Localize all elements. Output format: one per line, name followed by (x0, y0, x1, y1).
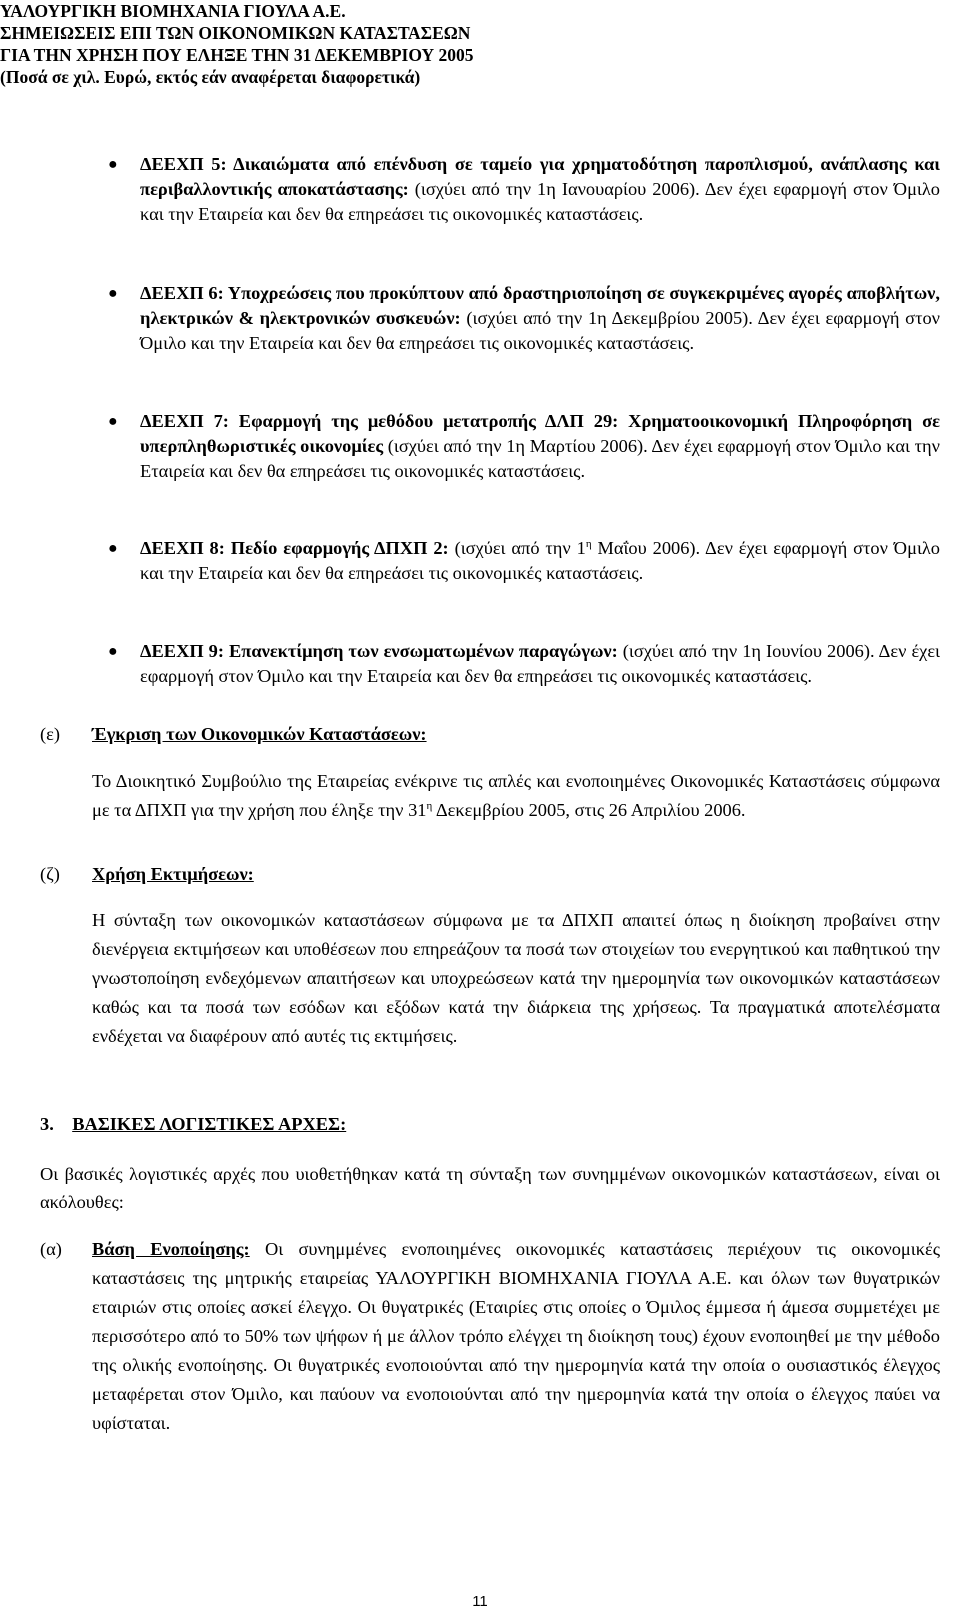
page-number: 11 (472, 1593, 488, 1610)
section-3-item-a (40, 1235, 941, 1438)
amounts-note: (Ποσά σε χιλ. Ευρώ, εκτός εάν αναφέρεται διαφορετικά) (0, 67, 421, 87)
superscript: η (426, 799, 433, 812)
notes-title: ΣΗΜΕΙΩΣΕΙΣ ΕΠΙ ΤΩΝ ΟΙΚΟΝΟΜΙΚΩΝ ΚΑΤΑΣΤΑΣΕΩΝ (0, 23, 471, 43)
item-a-text: Οι συνημμένες ενοποιημένες οικονομικές καταστάσεις περιέχουν τις οικονομικές καταστάσεις της μητρικής εταιρείας ΥΑΛΟΥΡΓΙΚΗ ΒΙΟΜΗΧΑΝΙΑ ΓΙΟΥΛΑ Α.Ε. και όλων των θυγατρικών εταιριών στις οποίες ασκεί έλεγχο. Οι θυγατρικές (Εταιρίες στις οποίες ο Όμιλος έμμεσα ή άμεσα συμμετέχει με περισσότερο από το 50% των ψήφων ή με άλλον τρόπο ελέγχει τη διοίκηση τους) έχουν ενοποιηθεί με την μέθοδο της ολικής ενοποίησης. Οι θυγατρικές ενοποιούνται από την ημερομηνία κατά την οποία ο ουσιαστικός έλεγχος μεταφέρεται στον Όμιλο, και παύουν να ενοποιούνται από την ημερομηνία κατά την οποία ο έλεγχος παύει να υφίσταται. (92, 1239, 941, 1433)
section-3-title: ΒΑΣΙΚΕΣ ΛΟΓΙΣΤΙΚΕΣ ΑΡΧΕΣ: (72, 1114, 347, 1134)
period-title: ΓΙΑ ΤΗΝ ΧΡΗΣΗ ΠΟΥ ΕΛΗΞΕ ΤΗΝ 31 ΔΕΚΕΜΒΡΙΟΥ 2005 (0, 45, 474, 65)
bullet-item-ifric9 (108, 639, 940, 689)
bullet-icon: ● (108, 285, 118, 302)
bullet-title: ΔΕΕΧΠ 8: Πεδίο εφαρμογής ΔΠΧΠ 2: (140, 538, 449, 558)
bullet-text: (ισχύει από την 1η Ιανουαρίου 2006). Δεν έχει εφαρμογή στον Όμιλο και την Εταιρεία και δεν θα επηρεάσει τις οικονομικές καταστάσεις. (140, 179, 940, 224)
bullet-title: ΔΕΕΧΠ 9: Επανεκτίμηση των ενσωματωμένων παραγώγων: (140, 641, 618, 661)
bullet-icon: ● (108, 156, 118, 173)
section-z-letter: (ζ) (40, 864, 60, 884)
bullet-item-ifric5 (108, 152, 940, 227)
bullet-text: (ισχύει από την 1η Μαρτίου 2006). Δεν έχει εφαρμογή στον Όμιλο και την Εταιρεία και δεν θα επηρεάσει τις οικονομικές καταστάσεις. (140, 436, 940, 481)
section-z-title: Χρήση Εκτιμήσεων: (92, 864, 254, 884)
item-a-title: Βάση Ενοποίησης: (92, 1239, 250, 1259)
bullet-title: ΔΕΕΧΠ 5: Δικαιώματα από επένδυση σε ταμείο για χρηματοδότηση παροπλισμού, ανάπλασης και περιβαλλοντικής αποκατάστασης: (140, 154, 940, 199)
section-3-heading (40, 1112, 346, 1137)
bullet-title: ΔΕΕΧΠ 6: Υποχρεώσεις που προκύπτουν από δραστηριοποίηση σε συγκεκριμένες αγορές αποβλήτων, ηλεκτρικών & ηλεκτρονικών συσκευών: (140, 283, 940, 328)
section-e-title: Έγκριση των Οικονομικών Καταστάσεων: (92, 724, 427, 744)
section-e-heading (40, 722, 940, 747)
section-3-intro: Οι βασικές λογιστικές αρχές που υιοθετήθηκαν κατά τη σύνταξη των συνημμένων οικονομικών καταστάσεων, είναι οι ακόλουθες: (40, 1164, 940, 1212)
bullet-text: (ισχύει από την 1η Δεκεμβρίου 2005). Δεν έχει εφαρμογή στον Όμιλο και την Εταιρεία και δεν θα επηρεάσει τις οικονομικές καταστάσεις. (140, 308, 940, 353)
bullet-item-ifric6 (108, 281, 940, 356)
bullet-item-ifric8 (108, 536, 940, 586)
company-name: ΥΑΛΟΥΡΓΙΚΗ ΒΙΟΜΗΧΑΝΙΑ ΓΙΟΥΛΑ Α.Ε. (0, 1, 346, 21)
document-header (0, 0, 620, 88)
bullet-text: (ισχύει από την 1 (448, 538, 586, 558)
bullet-icon: ● (108, 413, 118, 430)
section-e-text: Το Διοικητικό Συμβούλιο της Εταιρείας ενέκρινε τις απλές και ενοποιημένες Οικονομικές Καταστάσεις σύμφωνα με τα ΔΠΧΠ για την χρήση που έληξε την $31^\eta$ Δεκεμβρίου 2005, στις 26 Απριλίου 2006. (92, 771, 940, 820)
bullet-text-cont: Μαΐου 2006). Δεν έχει εφαρμογή στον Όμιλο και την Εταιρεία και δεν θα επηρεάσει τις οικονομικές καταστάσεις. (140, 538, 940, 583)
section-z-text: Η σύνταξη των οικονομικών καταστάσεων σύμφωνα με τα ΔΠΧΠ απαιτεί όπως η διοίκηση προβαίνει στην διενέργεια εκτιμήσεων και υποθέσεων που επηρεάζουν τα ποσά των στοιχείων του ενεργητικού και παθητικού την γνωστοποίηση ενδεχόμενων απαιτήσεων και υποχρεώσεων κατά την ημερομηνία των οικονομικών καταστάσεων καθώς και τα ποσά των εσόδων και εξόδων κατά την διάρκεια της χρήσεως. Τα πραγματικά αποτελέσματα ενδέχεται να διαφέρουν από αυτές τις εκτιμήσεις. (92, 910, 940, 1046)
section-z-heading (40, 862, 940, 887)
item-a-letter: (α) (40, 1239, 62, 1259)
section-3-number: 3. (40, 1114, 54, 1134)
bullet-text: (ισχύει από την 1η Ιουνίου 2006). Δεν έχει εφαρμογή στον Όμιλο και την Εταιρεία και δεν θα επηρεάσει τις οικονομικές καταστάσεις. (140, 641, 940, 686)
bullet-icon: ● (108, 643, 118, 660)
section-e-letter: (ε) (40, 724, 60, 744)
bullet-title: ΔΕΕΧΠ 7: Εφαρμογή της μεθόδου μετατροπής ΔΛΠ 29: Χρηματοοικονομική Πληροφόρηση σε υπερπληθωριστικές οικονομίες (140, 411, 940, 456)
superscript: η (585, 537, 592, 550)
bullet-item-ifric7 (108, 409, 940, 484)
bullet-icon: ● (108, 540, 118, 557)
